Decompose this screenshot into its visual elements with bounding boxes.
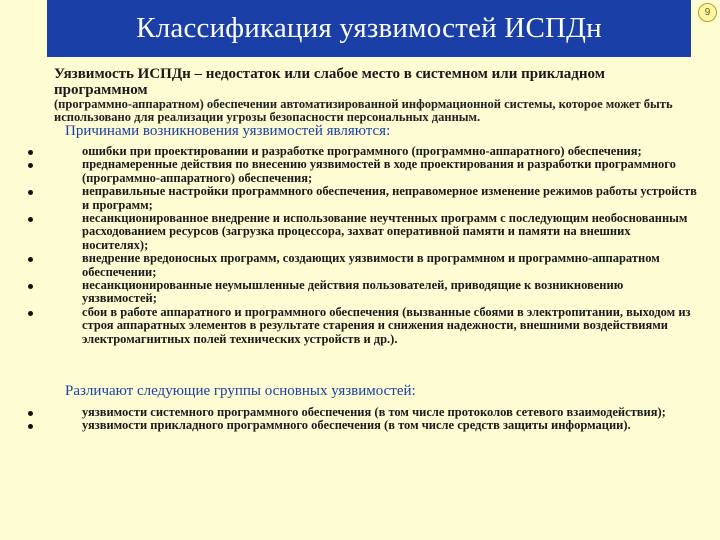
list-item xyxy=(0,406,720,419)
list-item xyxy=(0,185,720,212)
causes-heading: Причинами возникновения уязвимостей являются: xyxy=(65,123,391,139)
groups-list xyxy=(0,406,720,433)
bullet-icon xyxy=(28,150,33,155)
list-item-text: несанкционированные неумышленные действия пользователей, приводящие к возникновению уязвимостей; xyxy=(82,278,624,306)
list-item-text: неправильные настройки программного обеспечения, неправомерное изменение режимов работы устройств и программ; xyxy=(82,184,697,212)
list-item xyxy=(0,212,720,252)
list-item-text: несанкционированное внедрение и использование неучтенных программ с последующим необоснованным расходованием ресурсов (загрузка процессора, захват оперативной памяти и памяти на внешних носителях); xyxy=(82,211,688,252)
bullet-icon xyxy=(28,217,33,222)
definition-first-line: Уязвимость ИСПДн – недостаток или слабое место в системном или прикладном программном xyxy=(54,66,605,98)
list-item-text: преднамеренные действия по внесению уязвимостей в ходе проектирования и разработки программного (программно-аппаратного) обеспечения; xyxy=(82,157,676,185)
causes-list xyxy=(0,145,720,346)
list-item-text: ошибки при проектировании и разработке программного (программно-аппаратного) обеспечения; xyxy=(82,144,642,158)
bullet-icon xyxy=(28,424,33,429)
bullet-icon xyxy=(28,163,33,168)
definition-paragraph xyxy=(54,66,694,124)
list-item-text: уязвимости прикладного программного обеспечения (в том числе средств защиты информации). xyxy=(82,418,631,433)
title-bar xyxy=(47,0,691,57)
page-number-badge: 9 xyxy=(698,3,717,22)
definition-rest: (программно-аппаратном) обеспечении автоматизированной информационной системы, которое может быть использовано для реализации угрозы безопасности персональных данным. xyxy=(54,97,673,124)
list-item xyxy=(0,145,720,158)
list-item-text: сбои в работе аппаратного и программного обеспечения (вызванные сбоями в электропитании, выходом из строя аппаратных элементов в результате старения и снижения надежности, внешними воздействиями электромагнитных полей технических устройств и др.). xyxy=(82,304,691,346)
list-item xyxy=(0,252,720,279)
list-item xyxy=(0,279,720,306)
list-item xyxy=(0,158,720,185)
bullet-icon xyxy=(28,411,33,416)
bullet-icon xyxy=(28,311,33,316)
bullet-icon xyxy=(28,257,33,262)
list-item-text: уязвимости системного программного обеспечения (в том числе протоколов сетевого взаимодействия); xyxy=(82,405,666,419)
bullet-icon xyxy=(28,284,33,289)
page-title: Классификация уязвимостей ИСПДн xyxy=(136,12,602,44)
bullet-icon xyxy=(28,190,33,195)
groups-heading: Различают следующие группы основных уязвимостей: xyxy=(65,383,416,399)
list-item-text: внедрение вредоносных программ, создающих уязвимости в программном и программно-аппаратном обеспечении; xyxy=(82,251,660,279)
list-item xyxy=(0,419,720,432)
list-item xyxy=(0,306,720,346)
